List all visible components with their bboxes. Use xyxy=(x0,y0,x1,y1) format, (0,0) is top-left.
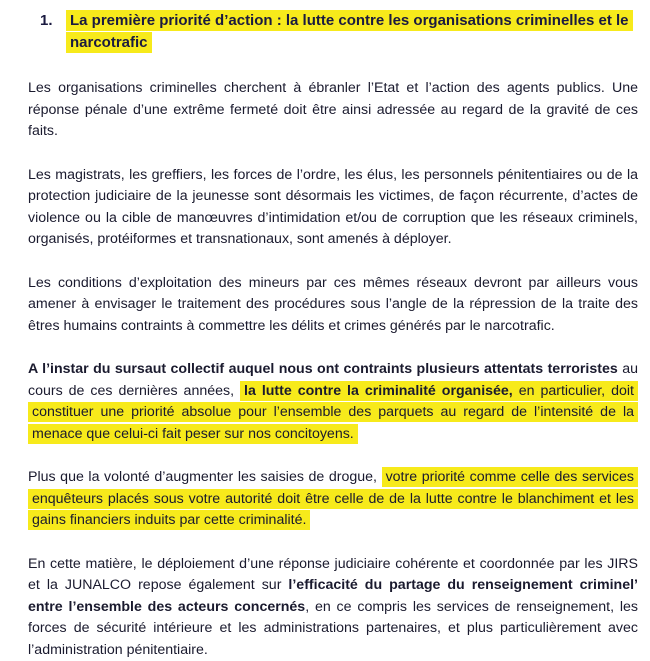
paragraph-4-bold-intro: A l’instar du sursaut collectif auquel nous ont contraints plusieurs attentats terroristes xyxy=(28,361,618,377)
paragraph-5-highlight: votre priorité comme celle des services enquêteurs placés sous votre autorité doit être celle de de la lutte contre le blanchiment et les gains financiers induits par cette criminalité. xyxy=(28,467,638,530)
paragraph-5 xyxy=(28,467,638,532)
paragraph-6-bold: l’efficacité du partage du renseignement criminel’ entre l’ensemble des acteurs concernés xyxy=(28,577,638,615)
section-title-wrapper xyxy=(66,8,638,54)
paragraph-6-text-2: , en ce compris les services de renseignement, les forces de sécurité intérieure et les administrations partenaires, et plus particulièrement avec l’administration pénitentiaire. xyxy=(28,599,638,658)
paragraph-5-text: Plus que la volonté d’augmenter les saisies de drogue, xyxy=(28,469,382,485)
section-heading xyxy=(28,8,638,54)
paragraph-4-highlight-text: en particulier, doit constituer une priorité absolue pour l’ensemble des parquets au regard de l’intensité de la menace que celui-ci fait peser sur nos concitoyens. xyxy=(32,383,634,442)
section-title: La première priorité d’action : la lutte contre les organisations criminelles et le narcotrafic xyxy=(66,10,633,53)
paragraph-1: Les organisations criminelles cherchent à ébranler l’Etat et l’action des agents publics. Une réponse pénale d’une extrême fermeté doit être ainsi adressée au regard de la gravité de ces faits. xyxy=(28,78,638,143)
paragraph-4-text: au cours de ces dernières années, xyxy=(28,361,638,399)
paragraph-4-highlight-bold: la lutte contre la criminalité organisée, xyxy=(244,383,513,399)
paragraph-6 xyxy=(28,554,638,661)
section-number: 1. xyxy=(28,8,66,32)
paragraph-4 xyxy=(28,359,638,445)
paragraph-6-text-1: En cette matière, le déploiement d’une réponse judiciaire cohérente et coordonnée par les JIRS et la JUNALCO repose également sur xyxy=(28,556,638,594)
paragraph-3: Les conditions d’exploitation des mineurs par ces mêmes réseaux devront par ailleurs vous amener à envisager le traitement des procédures sous l’angle de la répression de la traite des êtres humains contraints à commettre les délits et crimes générés par le narcotrafic. xyxy=(28,273,638,338)
paragraph-2: Les magistrats, les greffiers, les forces de l’ordre, les élus, les personnels pénitentiaires ou de la protection judiciaire de la jeunesse sont désormais les victimes, de façon récurrente, d’actes de violence ou la cible de manœuvres d’intimidation et/ou de corruption que les réseaux criminels, organisés, protéiformes et transnationaux, sont amenés à déployer. xyxy=(28,165,638,251)
